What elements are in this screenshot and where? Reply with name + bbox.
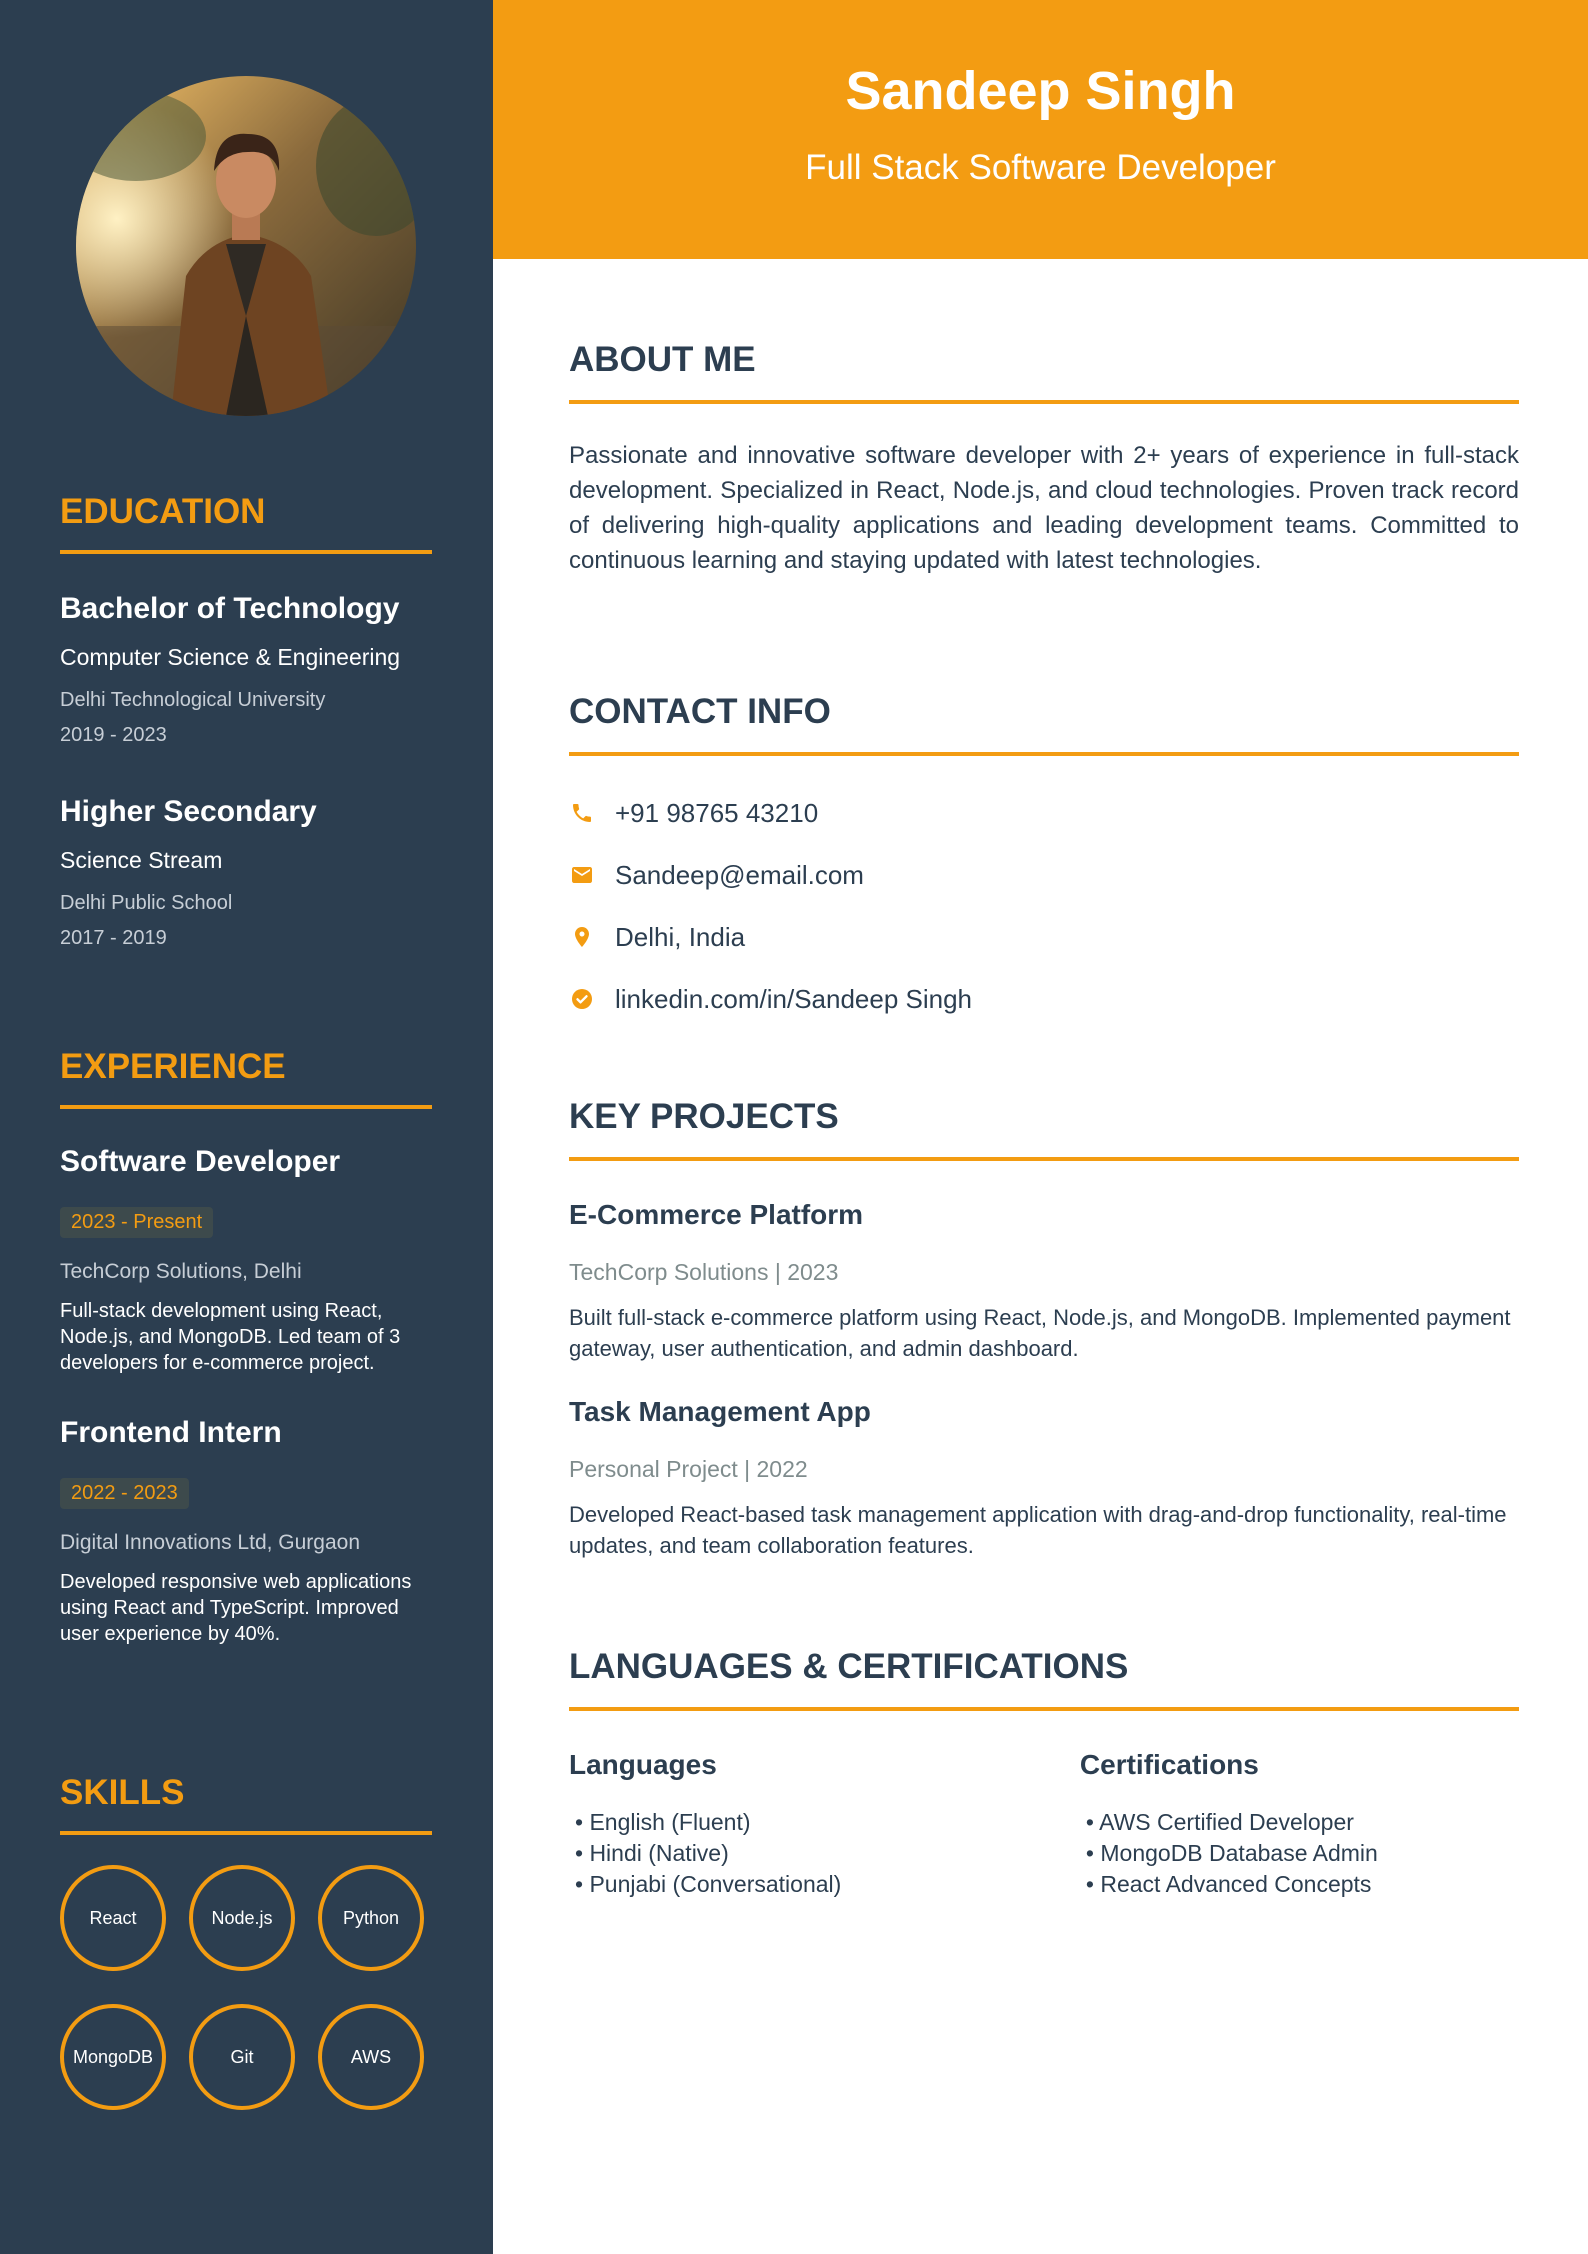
project-description: Built full-stack e-commerce platform using React, Node.js, and MongoDB. Implemented payment gateway, user authentication, and admin dashboard. (569, 1305, 1511, 1361)
project-item (569, 1199, 1519, 1364)
project-name: E-Commerce Platform (569, 1199, 864, 1230)
languages-certifications-columns (569, 1749, 1519, 1900)
contact-section (569, 692, 1519, 1030)
contact-linkedin (569, 968, 1519, 1030)
experience-company: Digital Innovations Ltd, Gurgaon (60, 1531, 361, 1554)
experience-item (60, 1416, 432, 1647)
profile-photo (76, 76, 416, 416)
skill-badge: AWS (318, 2004, 424, 2110)
experience-heading: EXPERIENCE (60, 1047, 432, 1109)
location-icon (569, 924, 595, 950)
list-item: • Punjabi (Conversational) (575, 1871, 842, 1897)
job-title: Full Stack Software Developer (805, 148, 1276, 187)
contact-phone (569, 782, 1519, 844)
certifications-column (1080, 1749, 1519, 1900)
skill-badge: Node.js (189, 1865, 295, 1971)
education-school: Delhi Technological University (60, 689, 326, 711)
education-degree: Higher Secondary (60, 795, 317, 828)
experience-role: Frontend Intern (60, 1416, 282, 1449)
skills-section (60, 1773, 432, 2110)
experience-period-badge: 2023 - Present (60, 1207, 213, 1238)
contact-location (569, 906, 1519, 968)
skill-badge: Git (189, 2004, 295, 2110)
education-field: Computer Science & Engineering (60, 644, 401, 670)
project-item (569, 1396, 1519, 1561)
skill-badge: MongoDB (60, 2004, 166, 2110)
contact-text: Sandeep@email.com (615, 859, 864, 890)
list-item: • MongoDB Database Admin (1085, 1840, 1378, 1866)
skills-heading: SKILLS (60, 1773, 432, 1835)
education-school: Delhi Public School (60, 892, 233, 914)
about-heading: ABOUT ME (569, 340, 1519, 404)
project-name: Task Management App (569, 1396, 871, 1427)
contact-text: Delhi, India (615, 921, 746, 952)
experience-role: Software Developer (60, 1145, 341, 1178)
education-item (60, 592, 432, 747)
header-banner (493, 0, 1588, 259)
linkedin-icon (569, 986, 595, 1012)
skill-badge: React (60, 1865, 166, 1971)
education-item (60, 795, 432, 950)
education-degree: Bachelor of Technology (60, 592, 400, 625)
project-meta: TechCorp Solutions | 2023 (569, 1259, 839, 1285)
education-field: Science Stream (60, 847, 223, 873)
portrait-image (76, 76, 416, 416)
skill-badge: Python (318, 1865, 424, 1971)
contact-email (569, 844, 1519, 906)
list-item: • English (Fluent) (575, 1809, 751, 1835)
experience-company: TechCorp Solutions, Delhi (60, 1260, 302, 1283)
experience-section (60, 1047, 432, 1647)
skills-grid (60, 1865, 432, 2110)
project-description: Developed React-based task management application with drag-and-drop functionality, real-time updates, and team collaboration features. (569, 1502, 1507, 1558)
person-name: Sandeep Singh (845, 61, 1236, 121)
projects-section (569, 1097, 1519, 1561)
email-icon (569, 862, 595, 888)
languages-list (569, 1807, 1080, 1900)
contact-heading: CONTACT INFO (569, 692, 1519, 756)
list-item: • Hindi (Native) (575, 1840, 729, 1866)
projects-heading: KEY PROJECTS (569, 1097, 1519, 1161)
education-years: 2019 - 2023 (60, 724, 167, 746)
list-item: • AWS Certified Developer (1085, 1809, 1354, 1835)
phone-icon (569, 800, 595, 826)
experience-description: Developed responsive web applications using React and TypeScript. Improved user experience by 40%. (60, 1571, 412, 1645)
experience-description: Full-stack development using React, Node.js, and MongoDB. Led team of 3 developers for e-commerce project. (60, 1300, 401, 1374)
main-content (493, 0, 1588, 2254)
project-meta: Personal Project | 2022 (569, 1456, 808, 1482)
contact-text: +91 98765 43210 (615, 797, 819, 828)
about-text: Passionate and innovative software developer with 2+ years of experience in full-stack development. Specialized in React, Node.js, and cloud technologies. Proven track record of delivering high-quality applications and leading development teams. Committed to continuous learning and staying updated with latest technologies. (569, 442, 1519, 574)
list-item: • React Advanced Concepts (1085, 1871, 1372, 1897)
contact-list (569, 782, 1519, 1030)
languages-certifications-section (569, 1647, 1519, 1900)
certifications-list (1080, 1807, 1519, 1900)
languages-title: Languages (569, 1749, 717, 1780)
languages-certifications-heading: LANGUAGES & CERTIFICATIONS (569, 1647, 1519, 1711)
education-years: 2017 - 2019 (60, 927, 167, 949)
contact-text: linkedin.com/in/Sandeep Singh (615, 983, 973, 1014)
experience-period-badge: 2022 - 2023 (60, 1478, 189, 1509)
about-section (569, 340, 1519, 578)
education-heading: EDUCATION (60, 492, 432, 554)
sidebar (0, 0, 493, 2254)
languages-column (569, 1749, 1080, 1900)
experience-item (60, 1145, 432, 1376)
certifications-title: Certifications (1079, 1749, 1259, 1780)
education-section (60, 492, 432, 950)
